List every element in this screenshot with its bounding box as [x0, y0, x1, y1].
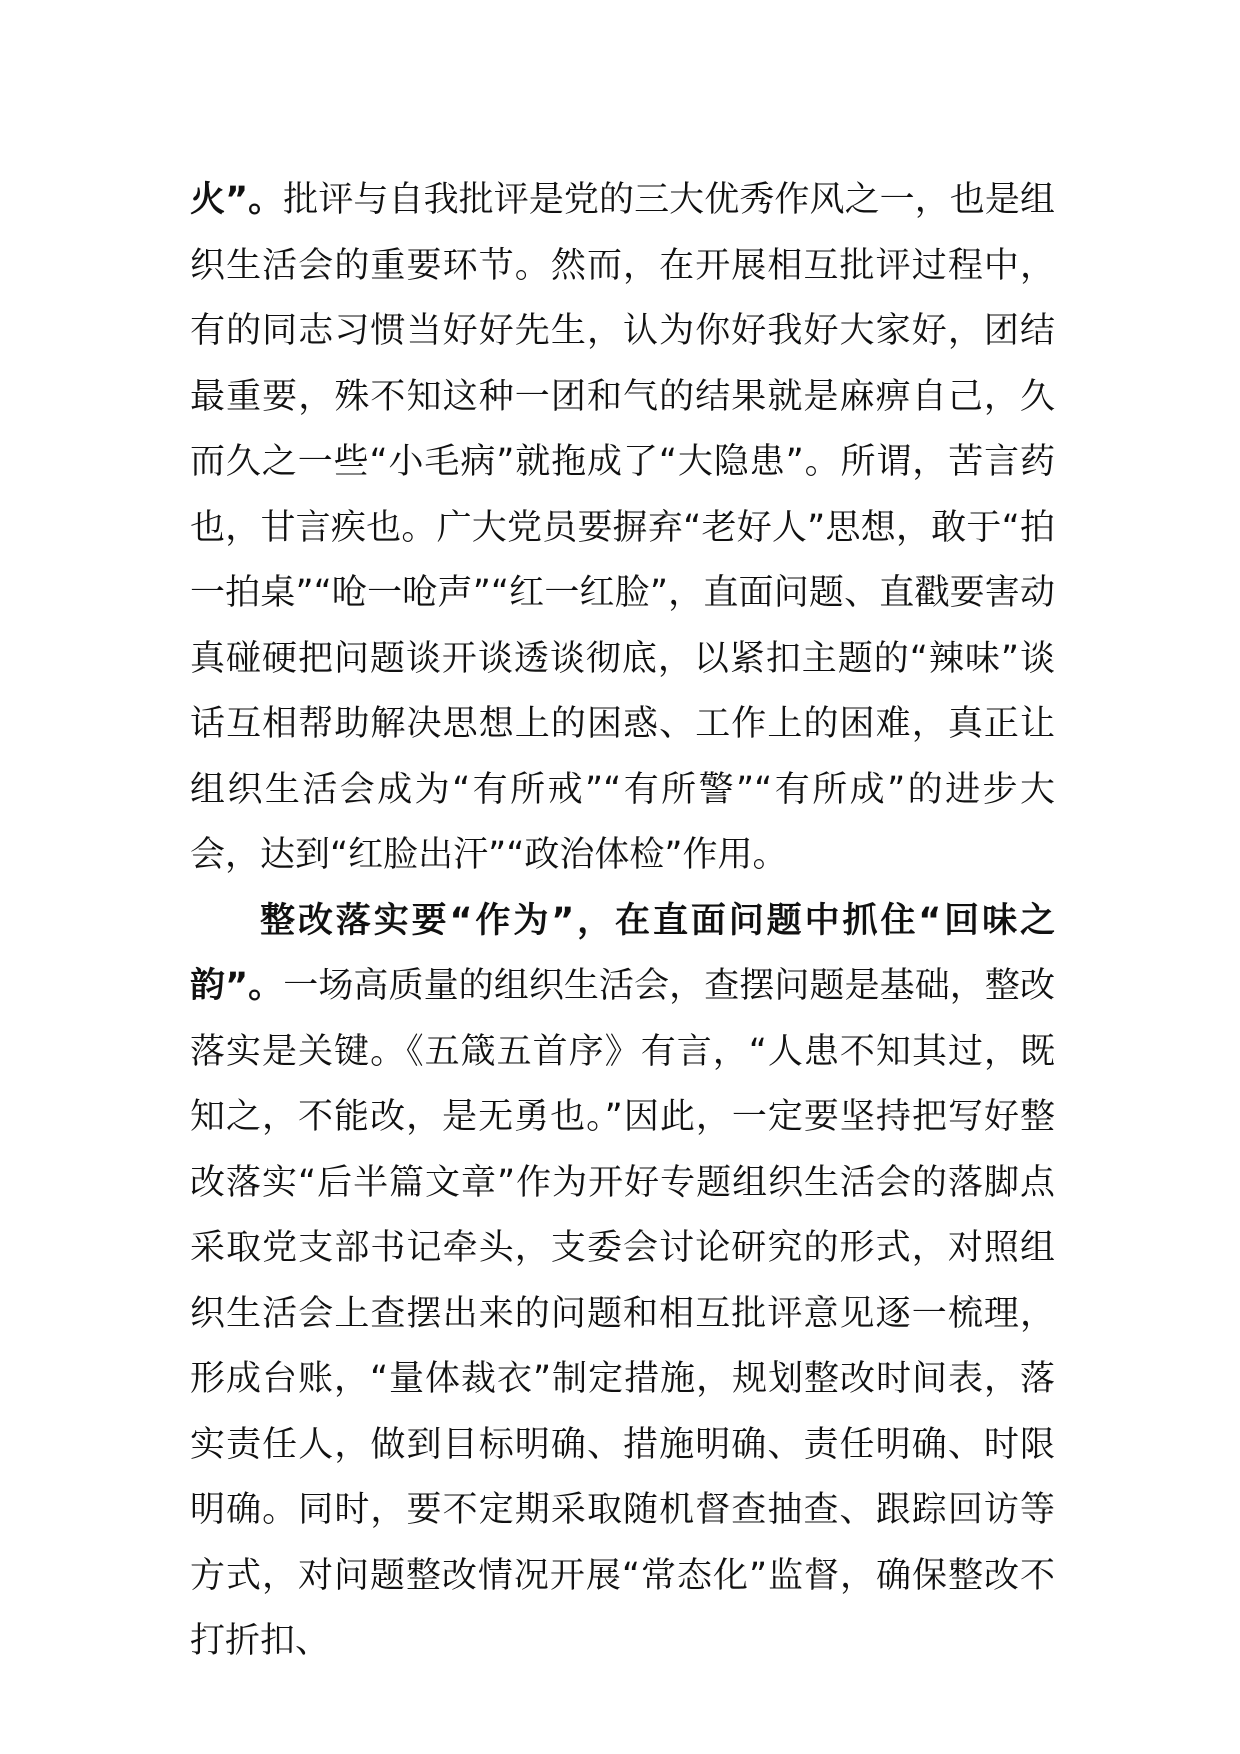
paragraph-body: 批评与自我批评是党的三大优秀作风之一，也是组织生活会的重要环节。然而，在开展相互批评过程中，有的同志习惯当好好先生，认为你好我好大家好，团结最重要，殊不知这种一团和气的结果就是麻痹自己，久而久之一些“小毛病”就拖成了“大隐患”。所谓，苦言药也，甘言疾也。广大党员要摒弃“老好人”思想，敢于“拍一拍桌”“呛一呛声”“红一红脸”，直面问题、直戳要害动真碰硬把问题谈开谈透谈彻底，以紧扣主题的“辣味”谈话互相帮助解决思想上的困惑、工作上的困难，真正让组织生活会成为“有所戒”“有所警”“有所成”的进步大会，达到“红脸出汗”“政治体检”作用。	[190, 180, 1055, 875]
document-page	[190, 168, 1055, 1675]
paragraph-rectification	[190, 889, 1055, 1675]
paragraph-heading: 整改落实要“作为”，在直面问题中抓住“回味之韵”。	[190, 900, 1055, 1006]
paragraph-criticism	[190, 168, 1055, 889]
paragraph-heading: 火”。	[190, 180, 284, 220]
paragraph-body: 一场高质量的组织生活会，查摆问题是基础，整改落实是关键。《五箴五首序》有言，“人患不知其过，既知之，不能改，是无勇也。”因此，一定要坚持把写好整改落实“后半篇文章”作为开好专题组织生活会的落脚点采取党支部书记牵头，支委会讨论研究的形式，对照组织生活会上查摆出来的问题和相互批评意见逐一梳理，形成台账，“量体裁衣”制定措施，规划整改时间表，落实责任人，做到目标明确、措施明确、责任明确、时限明确。同时，要不定期采取随机督查抽查、跟踪回访等方式，对问题整改情况开展“常态化”监督，确保整改不打折扣、	[190, 966, 1055, 1661]
